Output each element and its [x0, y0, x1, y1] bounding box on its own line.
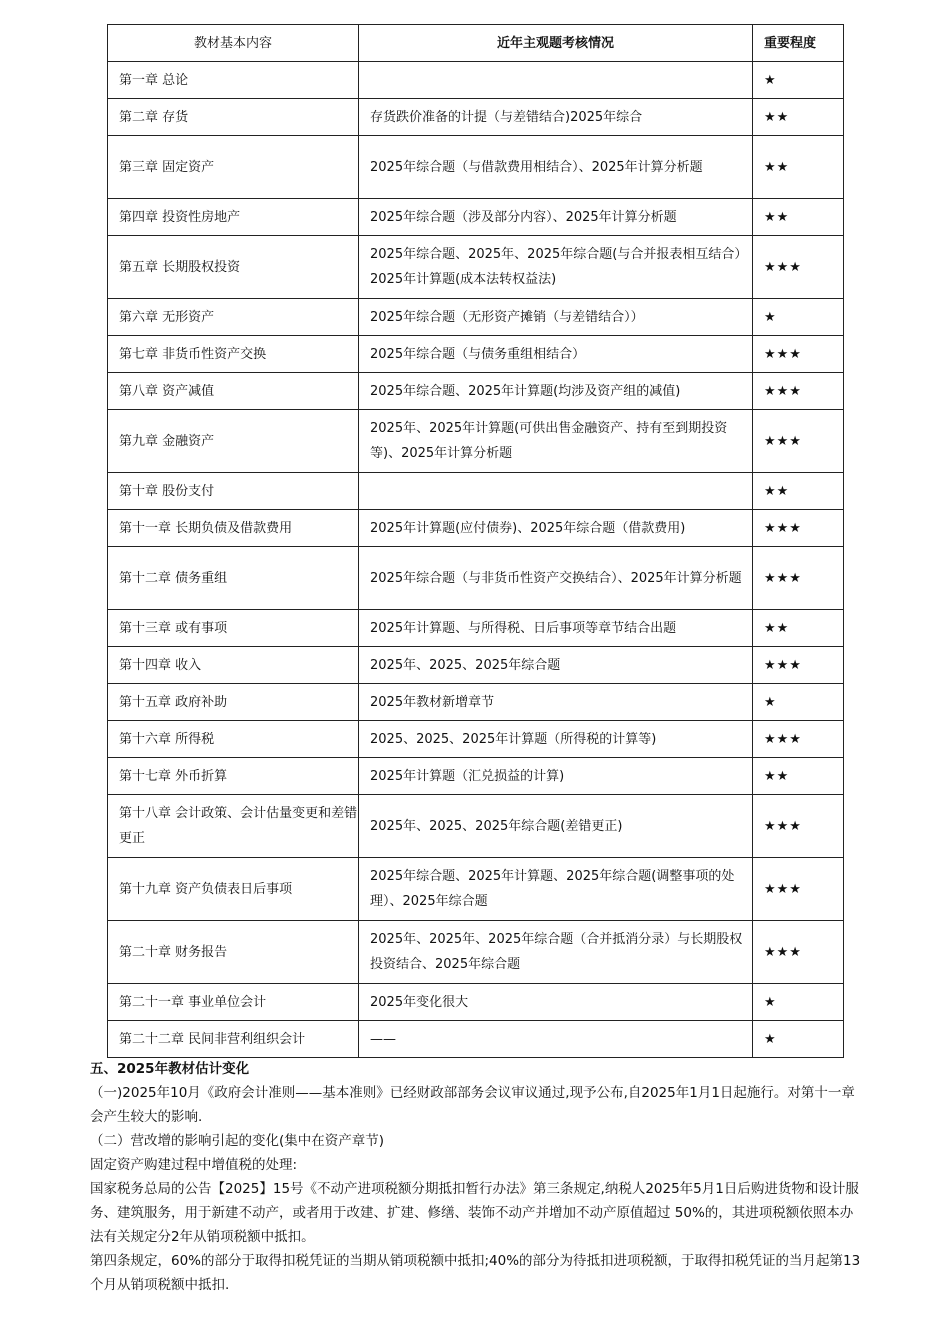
table-row [108, 1021, 844, 1058]
table-row [108, 510, 844, 547]
table-row [108, 984, 844, 1021]
exam-cell: 2025、2025、2025年计算题（所得税的计算等) [359, 721, 753, 758]
chapter-cell: 第十九章 资产负债表日后事项 [108, 858, 359, 921]
importance-cell: ★★ [753, 199, 844, 236]
exam-cell: 2025年教材新增章节 [359, 684, 753, 721]
table-row [108, 136, 844, 199]
importance-cell: ★★★ [753, 373, 844, 410]
table-row [108, 236, 844, 299]
importance-cell: ★★★ [753, 236, 844, 299]
exam-cell: —— [359, 1021, 753, 1058]
table-row [108, 547, 844, 610]
importance-cell: ★★★ [753, 336, 844, 373]
section-heading: 五、2025年教材估计变化 [90, 1061, 250, 1077]
importance-cell: ★★★ [753, 547, 844, 610]
chapter-cell: 第十三章 或有事项 [108, 610, 359, 647]
importance-cell: ★★★ [753, 647, 844, 684]
exam-cell [359, 62, 753, 99]
chapter-cell: 第七章 非货币性资产交换 [108, 336, 359, 373]
importance-cell: ★ [753, 984, 844, 1021]
exam-cell: 2025年计算题、与所得税、日后事项等章节结合出题 [359, 610, 753, 647]
table-header-row [108, 25, 844, 62]
table-row [108, 62, 844, 99]
chapter-cell: 第二十二章 民间非营利组织会计 [108, 1021, 359, 1058]
chapter-cell: 第二十一章 事业单位会计 [108, 984, 359, 1021]
exam-cell: 2025年综合题（与借款费用相结合）、2025年计算分析题 [359, 136, 753, 199]
exam-cell: 2025年综合题（无形资产摊销（与差错结合）） [359, 299, 753, 336]
estimated-changes-section [90, 1057, 865, 1297]
importance-cell: ★★★ [753, 795, 844, 858]
importance-cell: ★★ [753, 136, 844, 199]
table-row [108, 795, 844, 858]
chapter-table-container [107, 24, 843, 1058]
chapter-cell: 第十七章 外币折算 [108, 758, 359, 795]
paragraph: 国家税务总局的公告【2025】15号《不动产进项税额分期抵扣暂行办法》第三条规定,纳税人2025年5月1日后购进货物和设计服务、建筑服务，用于新建不动产，或者用于改建、扩建、修缮、装饰不动产并增加不动产原值超过 50%的，其进项税额依照本办法有关规定分2年从销项税额中抵扣。 [90, 1181, 859, 1245]
table-row [108, 336, 844, 373]
importance-cell: ★★ [753, 473, 844, 510]
exam-cell: 2025年计算题(应付债券)、2025年综合题（借款费用) [359, 510, 753, 547]
table-row [108, 410, 844, 473]
chapter-cell: 第十二章 债务重组 [108, 547, 359, 610]
importance-cell: ★★ [753, 758, 844, 795]
header-importance: 重要程度 [753, 25, 844, 62]
table-row [108, 858, 844, 921]
importance-cell: ★★★ [753, 510, 844, 547]
table-row [108, 373, 844, 410]
exam-cell [359, 473, 753, 510]
exam-cell: 2025年综合题、2025年计算题(均涉及资产组的减值) [359, 373, 753, 410]
table-row [108, 473, 844, 510]
chapter-cell: 第十五章 政府补助 [108, 684, 359, 721]
exam-cell: 2025年综合题、2025年计算题、2025年综合题(调整事项的处理）、2025年综合题 [359, 858, 753, 921]
table-row [108, 647, 844, 684]
chapter-table [107, 24, 844, 1058]
exam-cell: 2025年、2025、2025年综合题 [359, 647, 753, 684]
paragraph: 固定资产购建过程中增值税的处理: [90, 1157, 298, 1173]
exam-cell: 2025年、2025年计算题(可供出售金融资产、持有至到期投资等)、2025年计算分析题 [359, 410, 753, 473]
chapter-cell: 第十一章 长期负债及借款费用 [108, 510, 359, 547]
importance-cell: ★★★ [753, 858, 844, 921]
chapter-cell: 第十六章 所得税 [108, 721, 359, 758]
importance-cell: ★★★ [753, 721, 844, 758]
exam-cell: 2025年变化很大 [359, 984, 753, 1021]
chapter-cell: 第二十章 财务报告 [108, 921, 359, 984]
exam-cell: 2025年、2025年、2025年综合题（合并抵消分录）与长期股权投资结合、2025年综合题 [359, 921, 753, 984]
paragraph: （一)2025年10月《政府会计准则——基本准则》已经财政部部务会议审议通过,现予公布,自2025年1月1日起施行。对第十一章会产生较大的影响. [90, 1085, 855, 1125]
importance-cell: ★ [753, 684, 844, 721]
header-content: 教材基本内容 [108, 25, 359, 62]
table-row [108, 684, 844, 721]
chapter-cell: 第八章 资产减值 [108, 373, 359, 410]
header-exam: 近年主观题考核情况 [359, 25, 753, 62]
importance-cell: ★★ [753, 99, 844, 136]
importance-cell: ★★★ [753, 410, 844, 473]
table-row [108, 299, 844, 336]
chapter-cell: 第十八章 会计政策、会计估量变更和差错更正 [108, 795, 359, 858]
paragraph: （二）营改增的影响引起的变化(集中在资产章节) [90, 1133, 385, 1149]
chapter-cell: 第一章 总论 [108, 62, 359, 99]
importance-cell: ★ [753, 1021, 844, 1058]
importance-cell: ★★ [753, 610, 844, 647]
table-row [108, 758, 844, 795]
paragraph: 第四条规定，60%的部分于取得扣税凭证的当期从销项税额中抵扣;40%的部分为待抵扣进项税额，于取得扣税凭证的当月起第13个月从销项税额中抵扣. [90, 1253, 861, 1293]
chapter-cell: 第三章 固定资产 [108, 136, 359, 199]
exam-cell: 2025年综合题（与非货币性资产交换结合）、2025年计算分析题 [359, 547, 753, 610]
exam-cell: 2025年综合题、2025年、2025年综合题(与合并报表相互结合）2025年计算题(成本法转权益法) [359, 236, 753, 299]
table-row [108, 99, 844, 136]
chapter-cell: 第六章 无形资产 [108, 299, 359, 336]
chapter-cell: 第十四章 收入 [108, 647, 359, 684]
chapter-cell: 第五章 长期股权投资 [108, 236, 359, 299]
exam-cell: 存货跌价准备的计提（与差错结合)2025年综合 [359, 99, 753, 136]
table-row [108, 921, 844, 984]
importance-cell: ★★★ [753, 921, 844, 984]
table-row [108, 199, 844, 236]
table-row [108, 610, 844, 647]
table-row [108, 721, 844, 758]
exam-cell: 2025年综合题（与债务重组相结合） [359, 336, 753, 373]
exam-cell: 2025年计算题（汇兑损益的计算) [359, 758, 753, 795]
chapter-cell: 第十章 股份支付 [108, 473, 359, 510]
chapter-cell: 第九章 金融资产 [108, 410, 359, 473]
chapter-cell: 第四章 投资性房地产 [108, 199, 359, 236]
importance-cell: ★ [753, 299, 844, 336]
importance-cell: ★ [753, 62, 844, 99]
exam-cell: 2025年综合题（涉及部分内容）、2025年计算分析题 [359, 199, 753, 236]
chapter-cell: 第二章 存货 [108, 99, 359, 136]
exam-cell: 2025年、2025、2025年综合题(差错更正) [359, 795, 753, 858]
